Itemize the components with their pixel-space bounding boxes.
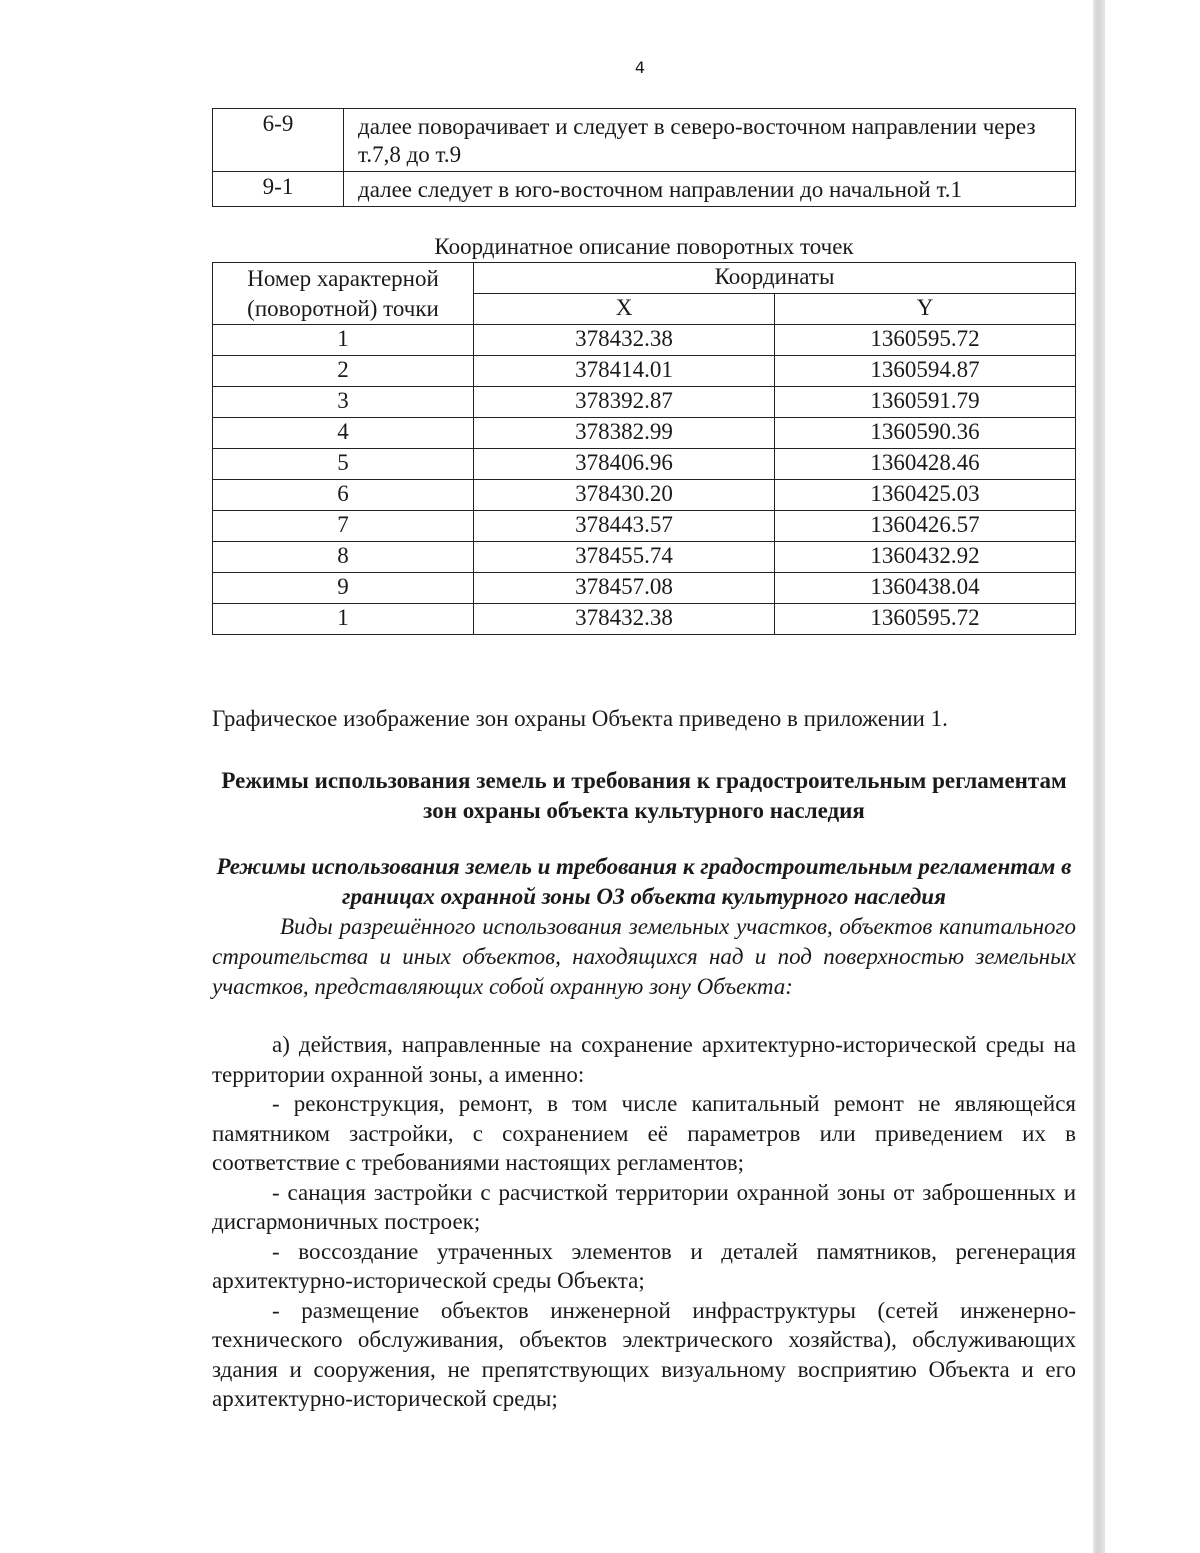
table-row — [213, 109, 1076, 172]
list-item: - санация застройки с расчисткой территории охранной зоны от заброшенных и дисгармоничных построек; — [212, 1179, 1076, 1234]
point-number: 5 — [213, 449, 474, 480]
y-value: 1360432.92 — [775, 542, 1076, 573]
x-value: 378430.20 — [474, 480, 775, 511]
x-value: 378432.38 — [474, 604, 775, 635]
header-point-number: Номер характерной (поворотной) точки — [213, 263, 474, 325]
point-number: 9 — [213, 573, 474, 604]
y-value: 1360594.87 — [775, 356, 1076, 387]
table-row — [213, 172, 1076, 207]
table-header-row — [213, 263, 1076, 294]
paragraph-a: а) действия, направленные на сохранение архитектурно-исторической среды на территории охранной зоны, а именно: — [212, 1032, 1076, 1087]
table-row — [213, 604, 1076, 635]
x-value: 378443.57 — [474, 511, 775, 542]
table-row — [213, 511, 1076, 542]
table-row — [213, 573, 1076, 604]
x-value: 378414.01 — [474, 356, 775, 387]
table-row — [213, 356, 1076, 387]
table-row — [213, 325, 1076, 356]
segment-cell: 9-1 — [213, 172, 344, 207]
list-item: - воссоздание утраченных элементов и деталей памятников, регенерация архитектурно-исторической среды Объекта; — [212, 1238, 1076, 1293]
header-coordinates: Координаты — [474, 263, 1076, 294]
table-row — [213, 480, 1076, 511]
y-value: 1360591.79 — [775, 387, 1076, 418]
y-value: 1360426.57 — [775, 511, 1076, 542]
italic-paragraph: Виды разрешённого использования земельных участков, объектов капитального строительства и иных объектов, находящихся над и под поверхностью земельных участков, представляющих собой охранную зону Объекта: — [212, 914, 1076, 999]
x-value: 378406.96 — [474, 449, 775, 480]
y-value: 1360595.72 — [775, 604, 1076, 635]
x-value: 378432.38 — [474, 325, 775, 356]
header-x: X — [474, 294, 775, 325]
y-value: 1360590.36 — [775, 418, 1076, 449]
y-value: 1360438.04 — [775, 573, 1076, 604]
y-value: 1360595.72 — [775, 325, 1076, 356]
point-number: 1 — [213, 325, 474, 356]
segment-cell: 6-9 — [213, 109, 344, 172]
table-row — [213, 542, 1076, 573]
description-cell: далее поворачивает и следует в северо-восточном направлении через т.7,8 до т.9 — [344, 109, 1076, 172]
route-table — [212, 108, 1076, 207]
point-number: 3 — [213, 387, 474, 418]
page-number: 4 — [634, 58, 646, 77]
point-number: 4 — [213, 418, 474, 449]
y-value: 1360428.46 — [775, 449, 1076, 480]
x-value: 378382.99 — [474, 418, 775, 449]
scan-edge-shadow — [1093, 0, 1105, 1553]
section-heading: Режимы использования земель и требования к градостроительным регламентам зон охраны объекта культурного наследия — [221, 768, 1067, 823]
table-row — [213, 387, 1076, 418]
point-number: 8 — [213, 542, 474, 573]
coord-table-caption: Координатное описание поворотных точек — [434, 234, 854, 259]
y-value: 1360425.03 — [775, 480, 1076, 511]
list-item: - размещение объектов инженерной инфраструктуры (сетей инженерно-технического обслуживания, объектов электрического хозяйства), обслуживающих здания и сооружения, не препятствующих визуальному восприятию Объекта и его архитектурно-исторической среды; — [212, 1297, 1076, 1411]
table-row — [213, 418, 1076, 449]
point-number: 7 — [213, 511, 474, 542]
description-cell: далее следует в юго-восточном направлении до начальной т.1 — [344, 172, 1076, 207]
x-value: 378392.87 — [474, 387, 775, 418]
section-subheading: Режимы использования земель и требования к градостроительным регламентам в границах охранной зоны ОЗ объекта культурного наследия — [216, 854, 1072, 909]
x-value: 378457.08 — [474, 573, 775, 604]
header-y: Y — [775, 294, 1076, 325]
graphic-note: Графическое изображение зон охраны Объекта приведено в приложении 1. — [212, 706, 948, 731]
point-number: 2 — [213, 356, 474, 387]
table-row — [213, 449, 1076, 480]
x-value: 378455.74 — [474, 542, 775, 573]
point-number: 1 — [213, 604, 474, 635]
point-number: 6 — [213, 480, 474, 511]
list-item: - реконструкция, ремонт, в том числе капитальный ремонт не являющейся памятником застройки, с сохранением её параметров или приведением их в соответствие с требованиями настоящих регламентов; — [212, 1091, 1076, 1175]
coord-table — [212, 262, 1076, 635]
body-text — [212, 1030, 1076, 1414]
